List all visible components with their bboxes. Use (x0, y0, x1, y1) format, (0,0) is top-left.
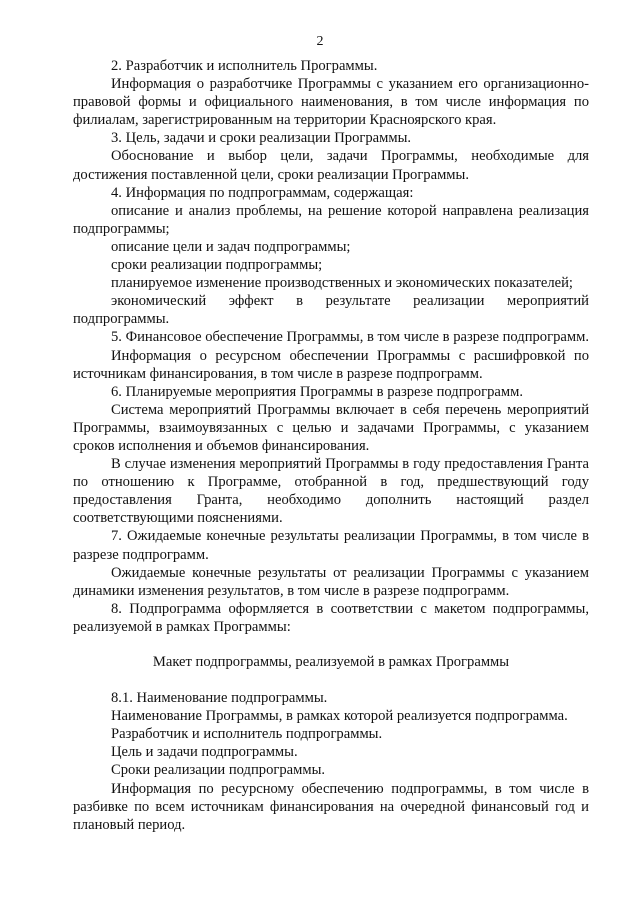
paragraph: экономический эффект в результате реализации мероприятий подпрограммы. (73, 293, 589, 328)
paragraph: сроки реализации подпрограммы; (111, 257, 323, 274)
paragraph: описание цели и задач подпрограммы; (111, 238, 351, 255)
paragraph: 4. Информация по подпрограммам, содержащая: (111, 184, 414, 201)
paragraph: Сроки реализации подпрограммы. (111, 762, 326, 779)
paragraph: Наименование Программы, в рамках которой реализуется подпрограмма. (111, 708, 568, 725)
paragraph: 5. Финансовое обеспечение Программы, в том числе в разрезе подпрограмм. (111, 329, 589, 346)
paragraph: Ожидаемые конечные результаты от реализации Программы с указанием динамики изменения результатов, в том числе в разрезе подпрограмм. (73, 564, 589, 599)
paragraph: 8.1. Наименование подпрограммы. (111, 690, 328, 707)
paragraph: В случае изменения мероприятий Программы в году предоставления Гранта по отношению к Программе, отобранной в год, предшествующий году предоставления Гранта, необходимо дополнить настоящий раздел соответствующими пояснениями. (73, 456, 589, 527)
section-title: Макет подпрограммы, реализуемой в рамках Программы (152, 654, 510, 670)
document-body (73, 57, 589, 834)
paragraph: Информация по ресурсному обеспечению подпрограммы, в том числе в разбивке по всем источникам финансирования на очередной финансовый год и плановый период. (73, 780, 589, 833)
paragraph: Разработчик и исполнитель подпрограммы. (111, 726, 383, 743)
paragraph: планируемое изменение производственных и экономических показателей; (111, 275, 573, 292)
paragraph: 6. Планируемые мероприятия Программы в разрезе подпрограмм. (111, 383, 523, 400)
paragraph: описание и анализ проблемы, на решение которой направлена реализация подпрограммы; (73, 202, 589, 237)
paragraph: 7. Ожидаемые конечные результаты реализации Программы, в том числе в разрезе подпрограмм. (73, 528, 589, 563)
paragraph: 8. Подпрограмма оформляется в соответствии с макетом подпрограммы, реализуемой в рамках Программы: (73, 600, 589, 635)
paragraph: Система мероприятий Программы включает в себя перечень мероприятий Программы, взаимоувязанных с целью и задачами Программы, с указанием сроков исполнения и объемов финансирования. (73, 401, 589, 454)
paragraph: Информация о разработчике Программы с указанием его организационно-правовой формы и официального наименования, в том числе информация по филиалам, зарегистрированным на территории Красноярского края. (73, 76, 589, 129)
paragraph: 2. Разработчик и исполнитель Программы. (111, 58, 378, 74)
paragraph: Цель и задачи подпрограммы. (111, 744, 298, 761)
paragraph: 3. Цель, задачи и сроки реализации Программы. (111, 130, 412, 147)
page-number: 2 (316, 34, 324, 49)
paragraph: Информация о ресурсном обеспечении Программы с расшифровкой по источникам финансирования, в том числе в разрезе подпрограмм. (73, 347, 589, 382)
paragraph: Обоснование и выбор цели, задачи Программы, необходимые для достижения поставленной цели, сроки реализации Программы. (73, 148, 589, 183)
